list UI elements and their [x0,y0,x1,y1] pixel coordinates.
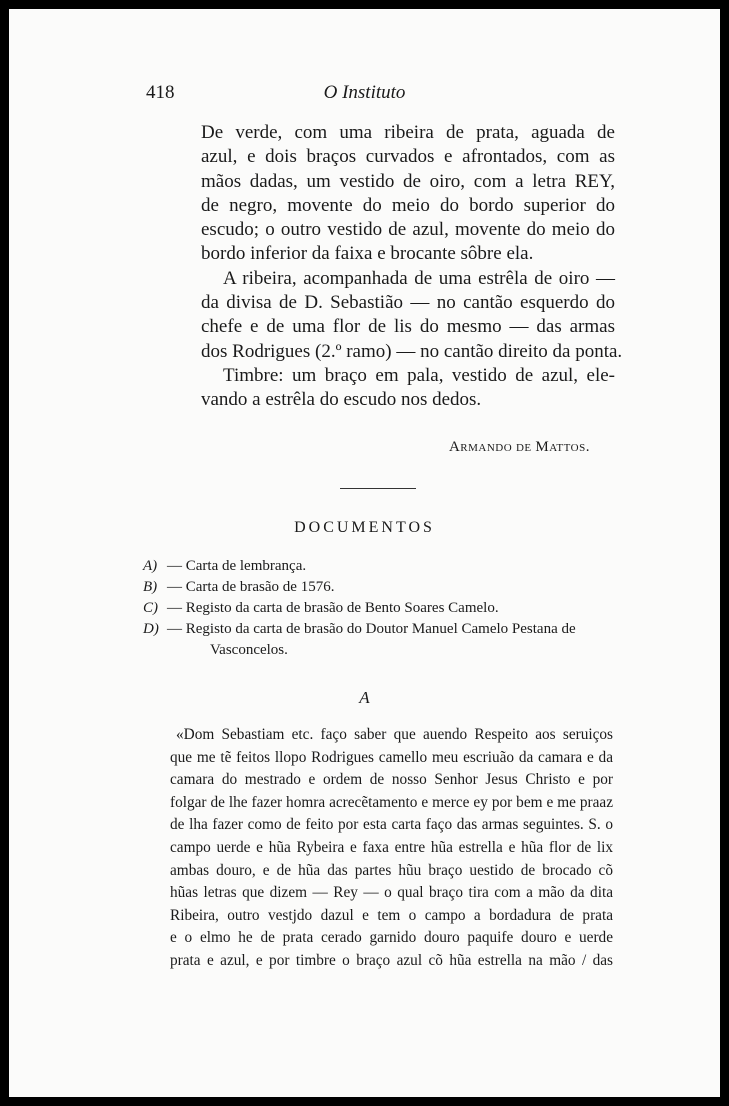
document-key: A) [143,558,158,574]
letter-line: de lha fazer como de feito por esta carta faço das armas seguintes. S. o [170,816,613,834]
letter-line: folgar de lhe fazer homra acrecẽtamento e merce ey por bem e me praaz [170,793,613,811]
document-key: B) [143,579,158,595]
signature-last-name: Mattos. [535,439,590,455]
body-line: dos Rodrigues (2.º ramo) — no cantão direito da ponta. [201,340,623,362]
document-title-continuation: Vasconcelos. [210,642,288,658]
body-line: vando a estrêla do escudo nos dedos. [201,389,482,411]
letter-line: prata e azul, e por timbre o braço azul cõ hũa estrella na mão / das [170,951,613,969]
document-item [143,598,613,619]
page-number: 418 [146,82,175,103]
document-title: — Registo da carta de brasão do Doutor Manuel Camelo Pestana de [167,621,576,637]
document-title: — Carta de brasão de 1576. [167,579,335,595]
letter-line: que me tẽ feitos llopo Rodrigues camello meu escriuão da camara e da [170,748,613,766]
body-line: bordo inferior da faixa e brocante sôbre ela. [201,243,534,265]
letter-line: e o elmo he de prata cerado garnido douro paquife douro e uerde [170,929,613,947]
body-line: de negro, movente do meio do bordo superior do [201,194,615,216]
signature-first-name: Armando [448,439,513,455]
letter-line: camara do mestrado e ordem de nosso Senhor Jesus Christo e por [170,771,613,789]
letter-line: Ribeira, outro vestjdo dazul e tem o campo a bordadura de prata [170,906,613,924]
section-divider [340,488,416,489]
body-line: mãos dadas, um vestido de oiro, com a letra REY, [201,170,615,192]
document-title: — Carta de lembrança. [167,558,307,574]
document-title: — Registo da carta de brasão de Bento Soares Camelo. [167,600,499,616]
section-a-heading: A [359,688,370,707]
body-line: Timbre: um braço em pala, vestido de azul, ele- [223,364,615,386]
body-line: A ribeira, acompanhada de uma estrêla de oiro — [223,267,615,289]
running-title: O Instituto [323,82,406,103]
author-signature [449,439,590,456]
letter-transcription [170,724,613,973]
body-paragraphs [201,121,623,413]
letter-line: ambas douro, e de hũa das partes hũu braço uestido de brocado cõ [170,861,613,879]
letter-line: «Dom Sebastiam etc. faço saber que auendo Respeito aos seruiços [176,726,613,743]
body-line: da divisa de D. Sebastião — no cantão esquerdo do [201,292,615,314]
signature-particle: de [515,439,532,455]
letter-line: hũas letras que dizem — Rey — o qual braço tira com a mão da dita [170,884,613,902]
letter-line: campo uerde e hũa Rybeira e faxa entre hũa estrella e hũa flor de lix [170,838,613,856]
document-page [9,9,720,1097]
document-key: C) [143,600,158,616]
document-item [143,619,613,640]
body-line: chefe e de uma flor de lis do mesmo — das armas [201,316,615,338]
body-line: escudo; o outro vestido de azul, movente do meio do [201,219,615,241]
body-line: De verde, com uma ribeira de prata, aguada de [201,122,615,143]
documents-heading: DOCUMENTOS [294,519,435,536]
documents-list [143,556,613,661]
document-key: D) [143,621,159,637]
document-item [143,577,613,598]
body-line: azul, e dois braços curvados e afrontados, com as [201,146,615,168]
document-item [143,556,613,577]
